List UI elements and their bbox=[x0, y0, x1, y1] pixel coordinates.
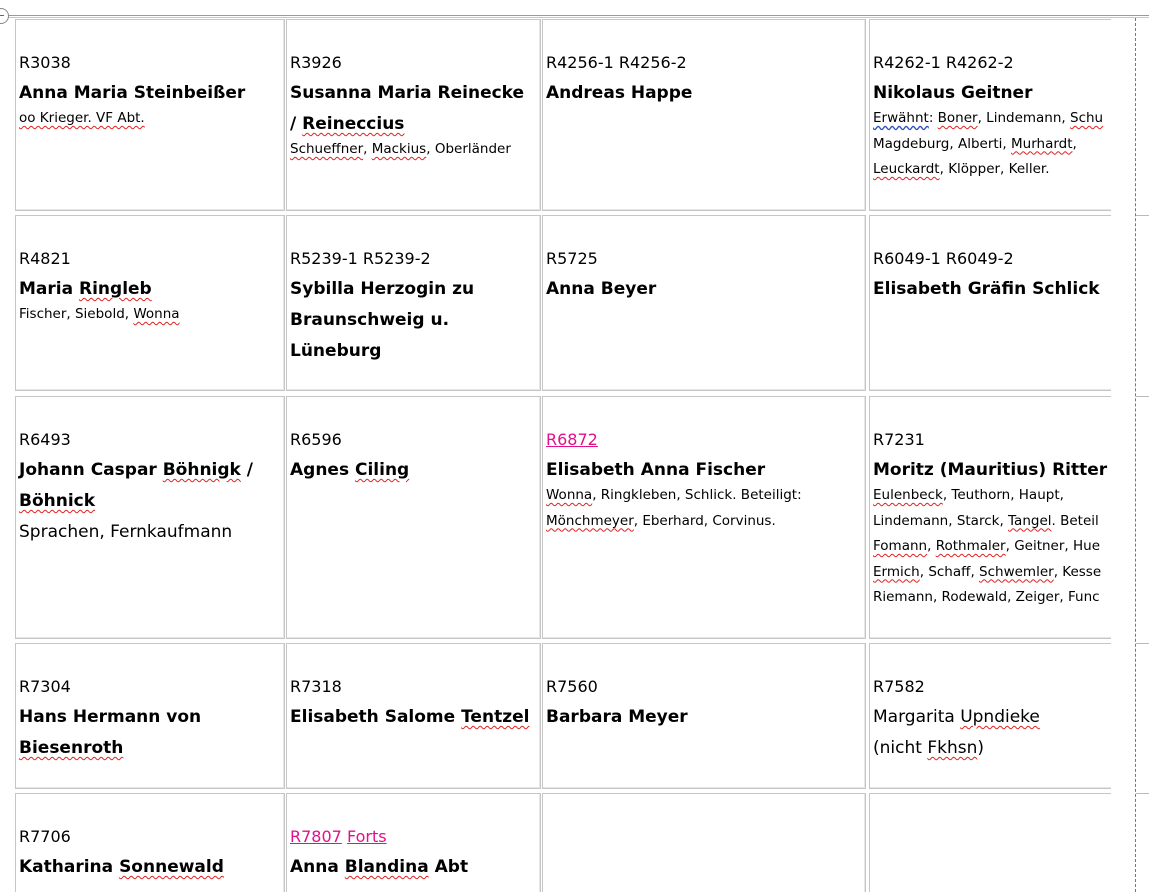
person-name bbox=[19, 702, 284, 764]
note-part-flagged: Schwemler bbox=[979, 563, 1054, 580]
note-part: , Oberländer bbox=[426, 141, 511, 157]
table-cell[interactable] bbox=[15, 19, 285, 211]
note-part: Lindemann, Starck, bbox=[873, 512, 1009, 529]
person-name: Andreas Happe bbox=[546, 83, 693, 103]
table-cell[interactable] bbox=[869, 643, 1111, 789]
table-cell[interactable] bbox=[542, 396, 866, 639]
name-part-flagged: Blandina bbox=[344, 857, 429, 877]
person-name bbox=[290, 852, 540, 883]
person-name: Sybilla Herzogin zu Braunschweig u. Lüneburg bbox=[290, 279, 475, 361]
table-cell[interactable] bbox=[542, 215, 866, 391]
table-cell[interactable] bbox=[15, 643, 285, 789]
note-part: : bbox=[928, 110, 938, 126]
person-note bbox=[546, 483, 865, 534]
margin-tick bbox=[1136, 215, 1149, 216]
person-name bbox=[290, 702, 540, 733]
record-id: R7231 bbox=[873, 430, 925, 449]
note-separator: , bbox=[363, 141, 372, 157]
name-part: Agnes bbox=[290, 460, 355, 480]
name-part-flagged: Ringleb bbox=[79, 279, 152, 299]
name-part: Katharina bbox=[19, 857, 120, 877]
name-part: Susanna Maria Reinecke bbox=[290, 83, 525, 103]
record-id: R5725 bbox=[546, 249, 598, 268]
table-cell[interactable] bbox=[286, 793, 541, 892]
note-part-flagged: Wonna bbox=[133, 306, 180, 322]
name-part-flagged: Böhnick bbox=[19, 491, 96, 511]
note-part-flagged: Erwähnt bbox=[873, 110, 929, 126]
occupation-text: Sprachen, Fernkaufmann bbox=[19, 522, 233, 542]
record-id: R6493 bbox=[19, 430, 71, 449]
person-name bbox=[19, 852, 284, 883]
name-part-flagged: Upndieke bbox=[960, 707, 1040, 727]
record-id: R6596 bbox=[290, 430, 342, 449]
table-cell[interactable] bbox=[15, 793, 285, 892]
person-note bbox=[873, 483, 1111, 611]
margin-tick bbox=[1136, 643, 1149, 644]
note-part-flagged: Rothmaler bbox=[935, 538, 1006, 554]
person-name: Barbara Meyer bbox=[546, 707, 688, 727]
person-note bbox=[873, 106, 1111, 183]
page-margin-guide bbox=[1135, 18, 1136, 892]
record-id bbox=[546, 424, 865, 455]
note-part: . Beteil bbox=[1051, 512, 1099, 529]
record-id: R3926 bbox=[290, 53, 342, 72]
table-cell[interactable] bbox=[869, 396, 1111, 639]
note-part: Magdeburg, Alberti, bbox=[873, 135, 1011, 152]
note-part-flagged: Eulenbeck bbox=[873, 487, 943, 503]
table-cell-empty[interactable] bbox=[869, 793, 1111, 892]
margin-tick bbox=[1136, 396, 1149, 397]
name-part-flagged: Ciling bbox=[355, 460, 410, 480]
table-cell[interactable] bbox=[286, 396, 541, 639]
note-part-flagged: Ermich bbox=[873, 563, 920, 580]
name-part-flagged: Tentzel bbox=[461, 707, 530, 727]
note-part: , Kesse bbox=[1053, 563, 1102, 580]
note-part: , Teuthorn, Haupt, bbox=[942, 487, 1064, 503]
note-part-flagged: Schu bbox=[1070, 110, 1104, 126]
person-name bbox=[19, 455, 284, 517]
note-text: oo Krieger. VF Abt. bbox=[19, 110, 145, 126]
margin-tick bbox=[1136, 793, 1149, 794]
name-part: Maria bbox=[19, 279, 79, 299]
table-cell[interactable] bbox=[286, 215, 541, 391]
table-cell-empty[interactable] bbox=[542, 793, 866, 892]
note-part-flagged: Wonna bbox=[546, 487, 593, 503]
table-cell[interactable] bbox=[15, 215, 285, 391]
person-note bbox=[290, 137, 540, 163]
name-separator: / bbox=[290, 114, 303, 134]
person-name: Anna Beyer bbox=[546, 279, 657, 299]
record-id: R7560 bbox=[546, 677, 598, 696]
table-cell[interactable] bbox=[869, 19, 1111, 211]
record-link[interactable]: R6872 bbox=[546, 430, 598, 449]
record-id: R5239-1 R5239-2 bbox=[290, 249, 431, 268]
note-part-flagged: Boner bbox=[937, 110, 978, 126]
record-id: R7304 bbox=[19, 677, 71, 696]
name-part: ) bbox=[977, 738, 984, 758]
note-part-flagged: Mönchmeyer bbox=[546, 512, 634, 529]
person-name-plain bbox=[873, 702, 1111, 764]
note-part: , Eberhard, Corvinus. bbox=[633, 512, 776, 529]
name-part-flagged: Sonnewald bbox=[119, 857, 224, 877]
note-part: , bbox=[927, 538, 936, 554]
note-part: , Ringkleben, Schlick. Beteiligt: bbox=[592, 487, 802, 503]
name-part: Johann Caspar bbox=[19, 460, 163, 480]
table-cell[interactable] bbox=[542, 19, 866, 211]
table-cell[interactable] bbox=[542, 643, 866, 789]
record-id: R7318 bbox=[290, 677, 342, 696]
table-cell[interactable] bbox=[869, 215, 1111, 391]
person-name: Anna Maria Steinbeißer bbox=[19, 83, 246, 103]
name-part-flagged: Fkhsn bbox=[927, 738, 978, 758]
note-part-flagged: Tangel bbox=[1008, 512, 1052, 529]
record-id: R7706 bbox=[19, 827, 71, 846]
person-name: Moritz (Mauritius) Ritter bbox=[873, 460, 1108, 480]
name-part: Anna bbox=[290, 857, 345, 877]
note-part-flagged: Murhardt bbox=[1011, 135, 1073, 152]
table-cell[interactable] bbox=[15, 396, 285, 639]
note-part: , Geitner, Hue bbox=[1005, 538, 1101, 554]
note-part: Fischer, Siebold, bbox=[19, 306, 134, 322]
person-name: Nikolaus Geitner bbox=[873, 83, 1033, 103]
record-id: R4262-1 R4262-2 bbox=[873, 53, 1014, 72]
table-cell[interactable] bbox=[286, 643, 541, 789]
name-part: Margarita bbox=[873, 707, 961, 727]
note-part: , Schaff, bbox=[919, 563, 980, 580]
record-id: R4821 bbox=[19, 249, 71, 268]
name-part: Hans Hermann von bbox=[19, 707, 202, 727]
note-part: , bbox=[1072, 135, 1077, 152]
note-part: , Klöpper, Keller. bbox=[939, 161, 1050, 177]
person-name bbox=[19, 274, 284, 305]
name-part: Abt bbox=[428, 857, 469, 877]
note-part: , Lindemann, bbox=[977, 110, 1070, 126]
note-part-flagged: Leuckardt bbox=[873, 161, 940, 177]
record-id: R3038 bbox=[19, 53, 71, 72]
name-part-flagged: Biesenroth bbox=[19, 738, 124, 758]
name-part: Elisabeth Salome bbox=[290, 707, 462, 727]
forts-link[interactable]: Forts bbox=[346, 827, 387, 846]
record-link[interactable]: R7807 bbox=[290, 827, 342, 846]
name-part-flagged: Böhnigk bbox=[162, 460, 241, 480]
note-part-flagged: Fomann bbox=[873, 538, 928, 554]
record-id: R4256-1 R4256-2 bbox=[546, 53, 687, 72]
table-cell[interactable] bbox=[286, 19, 541, 211]
person-name: Elisabeth Gräfin Schlick bbox=[873, 279, 1100, 299]
person-name bbox=[290, 78, 540, 140]
note-part-flagged: Schueffner bbox=[290, 141, 364, 157]
record-id: R7582 bbox=[873, 677, 925, 696]
person-name bbox=[290, 455, 540, 486]
person-note bbox=[19, 302, 284, 328]
note-part: Riemann, Rodewald, Zeiger, Func bbox=[873, 589, 1100, 605]
name-part-flagged: Reineccius bbox=[302, 114, 405, 134]
record-id: R6049-1 R6049-2 bbox=[873, 249, 1014, 268]
note-part-flagged: Mackius bbox=[371, 141, 427, 157]
record-id bbox=[290, 821, 540, 852]
name-separator: / bbox=[240, 460, 254, 480]
name-part: (nicht bbox=[873, 738, 928, 758]
person-name: Elisabeth Anna Fischer bbox=[546, 460, 766, 480]
person-note bbox=[19, 106, 284, 132]
